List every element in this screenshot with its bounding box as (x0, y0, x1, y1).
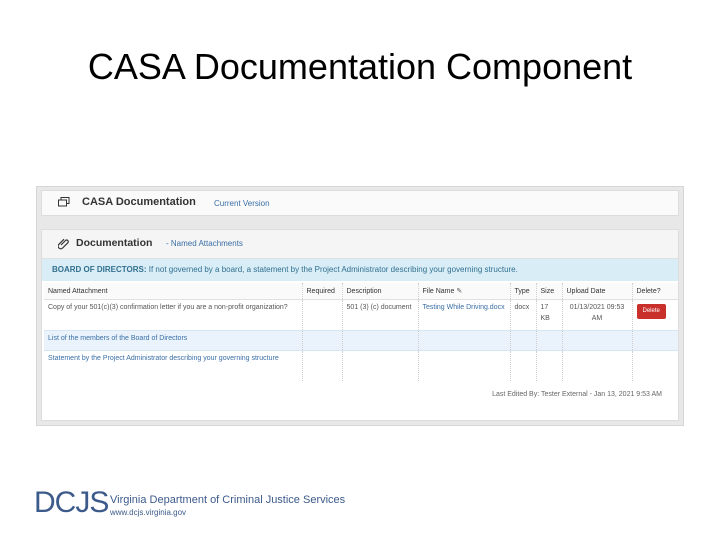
delete-button[interactable]: Delete (637, 304, 666, 319)
size-cell: 17 KB (536, 300, 562, 331)
slide-title: CASA Documentation Component (87, 46, 633, 87)
col-size[interactable]: Size (536, 283, 562, 300)
window-restore-icon (58, 197, 70, 207)
col-delete: Delete? (632, 283, 678, 300)
logo-org-name: Virginia Department of Criminal Justice Services (110, 494, 346, 506)
board-of-directors-alert (42, 259, 678, 281)
col-file-name-label: File Name (422, 288, 455, 295)
alert-text (52, 265, 518, 274)
required-cell (302, 300, 342, 331)
file-name-link[interactable]: Testing While Driving.docx (418, 300, 510, 331)
panel-header (42, 230, 678, 259)
table-row (44, 351, 678, 382)
logo-mark: DCJS (34, 486, 109, 519)
header-title: CASA Documentation (82, 196, 196, 208)
app-screenshot (36, 186, 684, 426)
attachment-name[interactable]: List of the members of the Board of Directors (44, 331, 302, 351)
col-file-name[interactable] (418, 283, 510, 300)
current-version-link[interactable]: Current Version (214, 199, 270, 208)
attachments-table (44, 283, 678, 381)
panel-subtitle: - Named Attachments (166, 239, 243, 248)
col-description[interactable]: Description (342, 283, 418, 300)
panel-title: Documentation (76, 237, 153, 249)
description-cell: 501 (3) (c) document (342, 300, 418, 331)
edit-icon: ✎ (456, 288, 463, 295)
col-named-attachment[interactable]: Named Attachment (44, 283, 302, 300)
table-header-row (44, 283, 678, 300)
table-row (44, 331, 678, 351)
attachment-name[interactable]: Statement by the Project Administrator describing your governing structure (44, 351, 302, 382)
table-row (44, 300, 678, 331)
alert-label: BOARD OF DIRECTORS: (52, 265, 147, 274)
col-required[interactable]: Required (302, 283, 342, 300)
type-cell: docx (510, 300, 536, 331)
paperclip-icon (58, 237, 70, 250)
attachment-name: Copy of your 501(c)(3) confirmation letter if you are a non-profit organization? (44, 300, 302, 331)
last-edited-text: Last Edited By: Tester External - Jan 13, 2021 9:53 AM (492, 391, 662, 398)
col-type[interactable]: Type (510, 283, 536, 300)
col-upload-date[interactable]: Upload Date (562, 283, 632, 300)
delete-cell (632, 300, 678, 331)
logo-url: www.dcjs.virginia.gov (110, 508, 187, 517)
named-attachments-panel (41, 229, 679, 421)
upload-date-cell: 01/13/2021 09:53 AM (562, 300, 632, 331)
documentation-header-bar (41, 190, 679, 216)
alert-message: If not governed by a board, a statement by the Project Administrator describing your governing structure. (148, 265, 518, 274)
